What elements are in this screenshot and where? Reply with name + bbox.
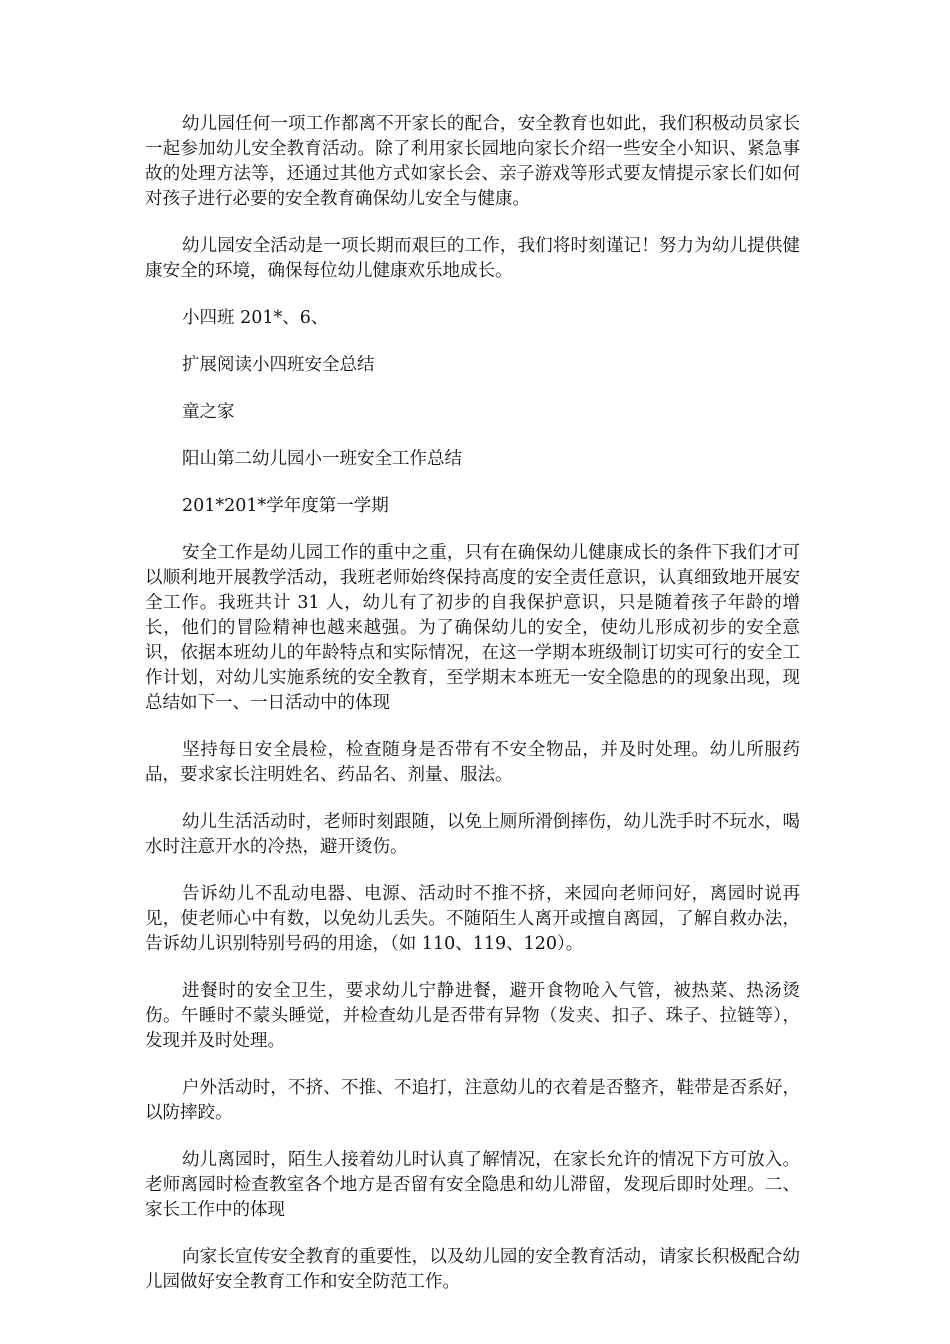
- paragraph-parent-cooperation: 幼儿园任何一项工作都离不开家长的配合，安全教育也如此，我们积极动员家长一起参加幼儿安全教育活动。除了利用家长园地向家长介绍一些安全小知识、紧急事故的处理方法等，还通过其他方式如家长会、亲子游戏等形式要友情提示家长们如何对孩子进行必要的安全教育确保幼儿安全与健康。: [145, 114, 800, 209]
- extended-reading-title: 扩展阅读小四班安全总结: [182, 355, 375, 375]
- paragraph-leaving-kindergarten: 幼儿离园时，陌生人接着幼儿时认真了解情况，在家长允许的情况下方可放入。老师离园时检查教室各个地方是否留有安全隐患和幼儿滞留，发现后即时处理。二、家长工作中的体现: [145, 1150, 800, 1220]
- semester-line: 201*201*学年度第一学期: [182, 496, 389, 516]
- paragraph-daily-activities: 幼儿生活活动时，老师时刻跟随，以免上厕所滑倒摔伤，幼儿洗手时不玩水，喝水时注意开水的冷热，避开烫伤。: [145, 812, 800, 857]
- class-date-line: 小四班 201*、6、: [182, 308, 329, 328]
- document-title: 阳山第二幼儿园小一班安全工作总结: [182, 449, 462, 469]
- paragraph-parent-publicity: 向家长宣传安全教育的重要性，以及幼儿园的安全教育活动，请家长积极配合幼儿园做好安全教育工作和安全防范工作。: [145, 1247, 800, 1292]
- paragraph-electrical-safety: 告诉幼儿不乱动电器、电源、活动时不推不挤，来园向老师问好，离园时说再见，使老师心中有数，以免幼儿丢失。不随陌生人离开或擅自离园，了解自救办法，告诉幼儿识别特别号码的用途，（如 110、119、120）。: [145, 884, 800, 954]
- paragraph-outdoor-activities: 户外活动时，不挤、不推、不追打，注意幼儿的衣着是否整齐，鞋带是否系好，以防摔跤。: [145, 1078, 800, 1123]
- source-name: 童之家: [182, 402, 235, 422]
- paragraph-safety-overview: 安全工作是幼儿园工作的重中之重，只有在确保幼儿健康成长的条件下我们才可以顺利地开展教学活动，我班老师始终保持高度的安全责任意识，认真细致地开展安全工作。我班共计 31 人，幼儿有了初步的自我保护意识，只是随着孩子年龄的增长，他们的冒险精神也越来越强。为了确保幼儿的安全，使幼儿形成初步的安全意识，依据本班幼儿的年龄特点和实际情况，在这一学期本班级制订切实可行的安全工作计划，对幼儿实施系统的安全教育，至学期末本班无一安全隐患的的现象出现，现总结如下一、一日活动中的体现: [145, 543, 800, 713]
- document-page: [145, 112, 800, 1317]
- paragraph-meal-nap-safety: 进餐时的安全卫生，要求幼儿宁静进餐，避开食物呛入气管，被热菜、热汤烫伤。午睡时不蒙头睡觉，并检查幼儿是否带有异物（发夹、扣子、珠子、拉链等），发现并及时处理。: [145, 981, 800, 1051]
- paragraph-long-term-work: 幼儿园安全活动是一项长期而艰巨的工作，我们将时刻谨记！努力为幼儿提供健康安全的环境，确保每位幼儿健康欢乐地成长。: [145, 236, 800, 281]
- paragraph-morning-check: 坚持每日安全晨检，检查随身是否带有不安全物品，并及时处理。幼儿所服药品，要求家长注明姓名、药品名、剂量、服法。: [145, 740, 800, 785]
